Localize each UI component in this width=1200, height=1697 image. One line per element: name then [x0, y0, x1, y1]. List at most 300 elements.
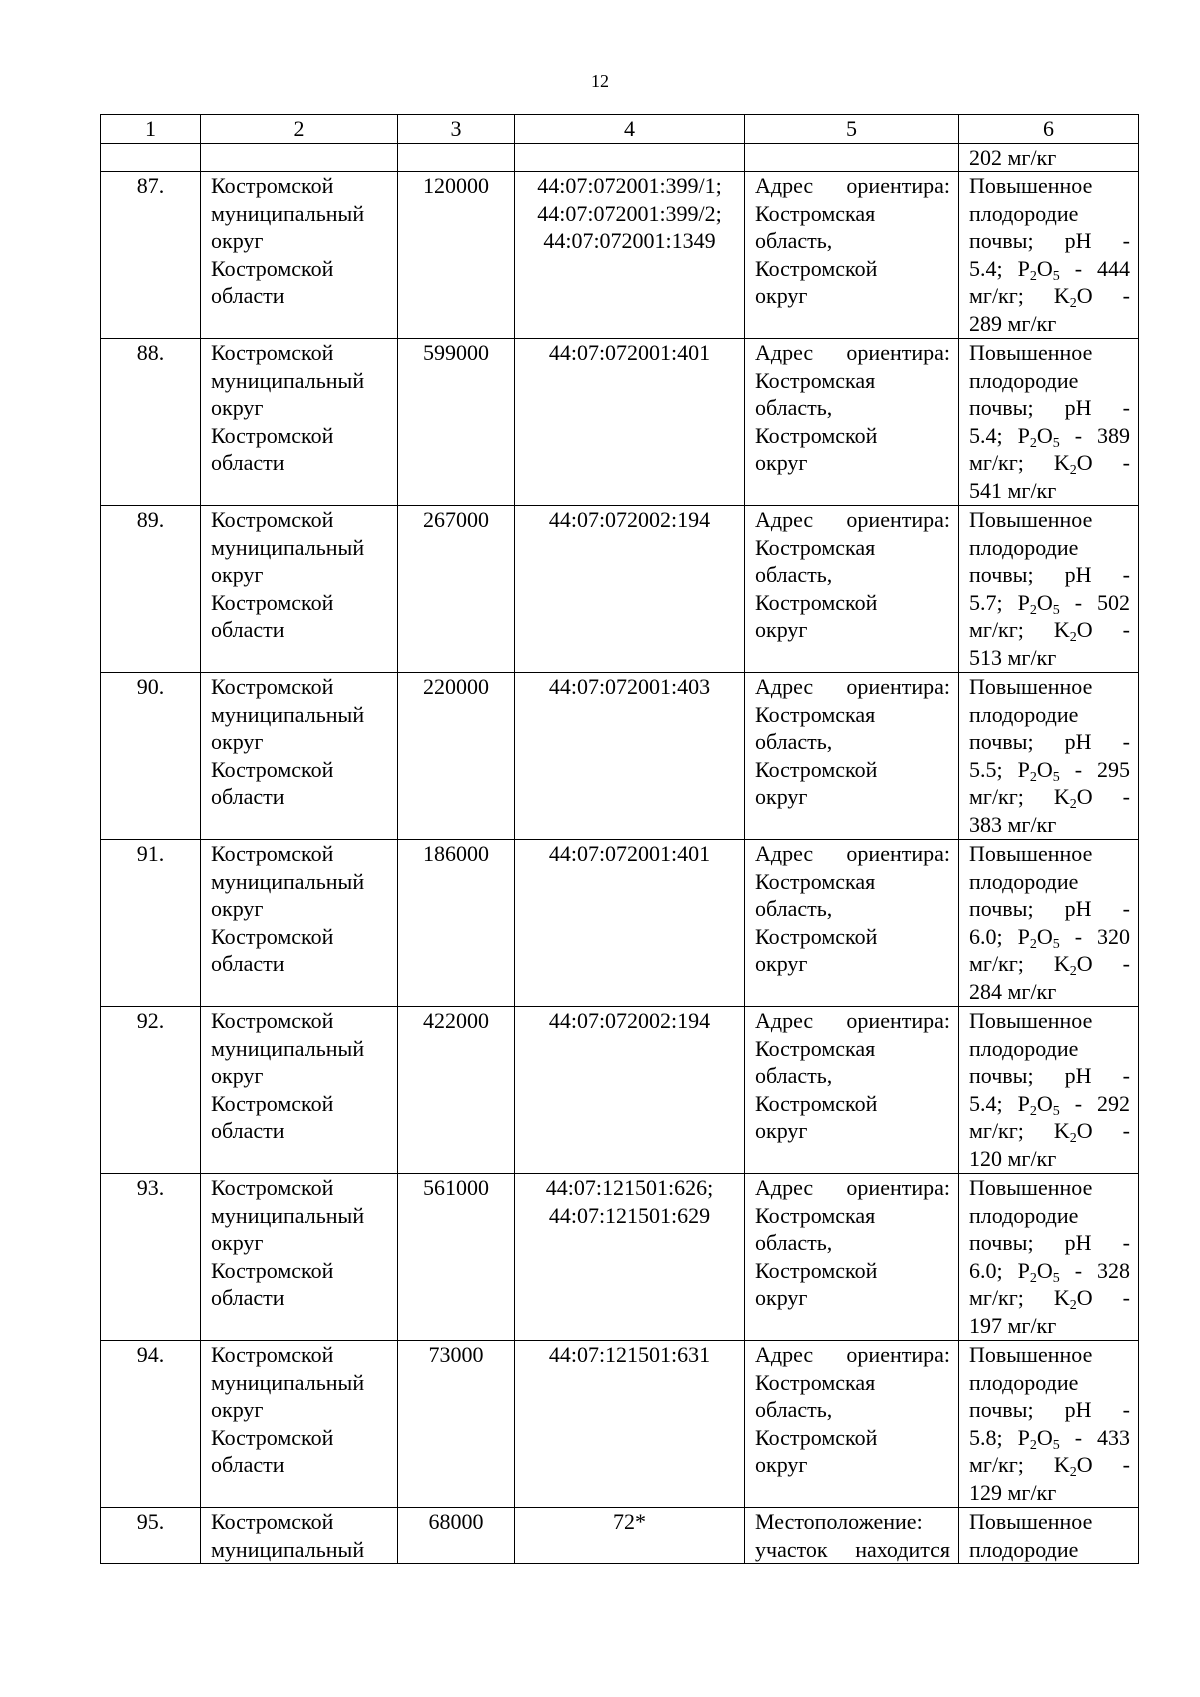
- municipality-cell: [201, 1508, 398, 1564]
- area-cell: [398, 1508, 515, 1564]
- address-line: Костромской: [755, 1424, 878, 1450]
- row-number: 90.: [136, 674, 165, 699]
- k2o-value: 120: [969, 1145, 1002, 1171]
- k2o-line: мг/кг; $K_2O$ -: [969, 1285, 1130, 1313]
- text: мг/кг: [1007, 1145, 1057, 1171]
- cadastral-number: 44:07:072001:401: [548, 340, 711, 365]
- text: 2: [1029, 435, 1037, 451]
- text: K: [1053, 1285, 1070, 1310]
- p2o5-value: 389: [1097, 422, 1130, 448]
- text: 5: [1052, 936, 1060, 952]
- text: -: [1122, 562, 1130, 587]
- k2o-line: мг/кг; $K_2O$ -: [969, 951, 1130, 979]
- ph-value: 5.4: [969, 255, 997, 281]
- cadastral-number: 44:07:072002:194: [548, 507, 711, 532]
- text: K: [1053, 450, 1070, 475]
- area-value: 186000: [423, 841, 489, 866]
- area-cell: [398, 1341, 515, 1508]
- municipality-cell: [201, 506, 398, 673]
- municipality-cell: [201, 1007, 398, 1174]
- text: мг/кг: [1007, 644, 1057, 670]
- text: 2: [1029, 936, 1037, 952]
- municipality-line: округ: [211, 1397, 264, 1422]
- text: 5: [1052, 1103, 1060, 1119]
- municipality-line: округ: [211, 395, 264, 420]
- table-header-row: [101, 115, 1139, 144]
- cadastral-cell: [515, 1341, 745, 1508]
- text: мг/кг;: [969, 784, 1024, 809]
- address-line: область,: [755, 395, 833, 420]
- text: 2: [1069, 1298, 1077, 1313]
- text: 2: [1069, 463, 1077, 478]
- k2o-value-line: [969, 1312, 1130, 1340]
- address-line: Костромская: [755, 367, 876, 393]
- area-value: 120000: [423, 173, 489, 198]
- row-number-cell: [101, 1341, 201, 1508]
- text: P: [1017, 1090, 1030, 1116]
- text: O: [1076, 1452, 1093, 1477]
- address-line: Адрес ориентира:: [755, 1342, 950, 1367]
- p2o5-value: 295: [1097, 756, 1130, 782]
- area-cell: [398, 172, 515, 339]
- fertility-cell: [959, 840, 1139, 1007]
- area-value: 561000: [423, 1175, 489, 1200]
- municipality-line: области: [211, 951, 285, 976]
- text: pH: [1064, 228, 1092, 253]
- ph-line: [969, 1229, 1130, 1257]
- text: P: [1017, 1424, 1030, 1450]
- table-row: [101, 840, 1139, 1007]
- land-plots-table: [100, 114, 1139, 1564]
- column-header: 1: [101, 115, 201, 144]
- address-line: Костромская: [755, 534, 876, 560]
- municipality-cell: [201, 172, 398, 339]
- k2o-value-line: [969, 978, 1130, 1006]
- area-value: 68000: [428, 1509, 484, 1534]
- address-line: округ: [755, 617, 808, 642]
- municipality-line: Костромской: [211, 1509, 334, 1534]
- text: K: [1053, 617, 1070, 642]
- text: O: [1036, 255, 1053, 281]
- address-cell: [745, 1341, 959, 1508]
- municipality-line: муниципальный: [211, 701, 365, 727]
- municipality-line: Костромской: [211, 173, 334, 198]
- ph-value: 6.0: [969, 923, 997, 949]
- cadastral-cell: [515, 1508, 745, 1564]
- row-number-cell: [101, 506, 201, 673]
- fertility-cell: [959, 339, 1139, 506]
- municipality-line: области: [211, 1118, 285, 1143]
- text: O: [1076, 283, 1093, 308]
- fertility-line: плодородие: [969, 200, 1079, 226]
- address-cell: [745, 506, 959, 673]
- ph-line: [969, 394, 1130, 422]
- municipality-line: области: [211, 784, 285, 809]
- row-number: 88.: [136, 340, 165, 365]
- fertility-line: Повышенное: [969, 340, 1093, 365]
- address-cell: [745, 1007, 959, 1174]
- address-line: округ: [755, 1452, 808, 1477]
- text: мг/кг;: [969, 1285, 1024, 1310]
- text: pH: [1064, 395, 1092, 420]
- column-header: 2: [201, 115, 398, 144]
- text: pH: [1064, 1230, 1092, 1255]
- area-cell: [398, 1007, 515, 1174]
- municipality-line: муниципальный: [211, 1369, 365, 1395]
- municipality-cell: [201, 339, 398, 506]
- municipality-line: округ: [211, 1063, 264, 1088]
- address-line: Костромская: [755, 868, 876, 894]
- text: O: [1036, 923, 1053, 949]
- k2o-value: 383: [969, 811, 1002, 837]
- k2o-value: 541: [969, 477, 1002, 503]
- table-row: [101, 506, 1139, 673]
- ph-value: 6.0: [969, 1257, 997, 1283]
- text: O: [1076, 1285, 1093, 1310]
- column-header: 4: [515, 115, 745, 144]
- text: мг/кг;: [969, 1452, 1024, 1477]
- address-line: округ: [755, 784, 808, 809]
- row-number: 92.: [136, 1008, 165, 1033]
- text: P: [1017, 756, 1030, 782]
- text: O: [1036, 1424, 1053, 1450]
- fertility-line: плодородие: [969, 1369, 1079, 1395]
- municipality-line: Костромской: [211, 589, 334, 615]
- address-line: Адрес ориентира:: [755, 173, 950, 198]
- municipality-line: области: [211, 283, 285, 308]
- municipality-line: Костромской: [211, 507, 334, 532]
- table-row: [101, 673, 1139, 840]
- fertility-line: Повышенное: [969, 1175, 1093, 1200]
- fertility-cell: [959, 506, 1139, 673]
- area-cell: [398, 1174, 515, 1341]
- ph-line: [969, 728, 1130, 756]
- municipality-line: Костромской: [211, 923, 334, 949]
- text: почвы;: [969, 896, 1034, 921]
- text: K: [1053, 1452, 1070, 1477]
- municipality-line: области: [211, 1452, 285, 1477]
- text: 5: [1052, 1437, 1060, 1453]
- address-line: округ: [755, 951, 808, 976]
- text: pH: [1064, 1397, 1092, 1422]
- text: K: [1053, 784, 1070, 809]
- text: pH: [1064, 1063, 1092, 1088]
- cadastral-cell: [515, 1174, 745, 1341]
- text: 2: [1069, 964, 1077, 979]
- ph-value: 5.8: [969, 1424, 997, 1450]
- address-line: Адрес ориентира:: [755, 507, 950, 532]
- municipality-line: муниципальный: [211, 1035, 365, 1061]
- area-value: 73000: [428, 1342, 484, 1367]
- column-header: 3: [398, 115, 515, 144]
- cadastral-number: 44:07:072001:403: [548, 674, 711, 699]
- cadastral-cell: [515, 506, 745, 673]
- fertility-line: плодородие: [969, 1536, 1079, 1562]
- row-number-cell: [101, 172, 201, 339]
- municipality-line: муниципальный: [211, 534, 365, 560]
- table-row: [101, 339, 1139, 506]
- p2o5-value: 292: [1097, 1090, 1130, 1116]
- cadastral-cell: [515, 673, 745, 840]
- p2o5-line: 5.4; $P_2O_5 - 444$: [969, 255, 1130, 284]
- municipality-cell: [201, 673, 398, 840]
- address-line: Костромской: [755, 422, 878, 448]
- address-line: область,: [755, 562, 833, 587]
- table-row: [101, 1007, 1139, 1174]
- text: O: [1076, 617, 1093, 642]
- address-line: Костромская: [755, 1202, 876, 1228]
- text: O: [1036, 756, 1053, 782]
- fertility-line: Повышенное: [969, 1342, 1093, 1367]
- p2o5-line: 5.4; $P_2O_5 - 389$: [969, 422, 1130, 451]
- table-row: [101, 1508, 1139, 1564]
- text: 5: [1052, 268, 1060, 284]
- row-number: 93.: [136, 1175, 165, 1200]
- row-number-cell: [101, 1007, 201, 1174]
- text: 2: [1029, 769, 1037, 785]
- p2o5-value: 502: [1097, 589, 1130, 615]
- cadastral-number: 44:07:072001:399/1;: [537, 173, 722, 198]
- text: 2: [1069, 797, 1077, 812]
- fertility-cell: [959, 1341, 1139, 1508]
- area-cell: [398, 673, 515, 840]
- municipality-line: муниципальный: [211, 200, 365, 226]
- text: мг/кг: [1007, 1312, 1057, 1338]
- cadastral-number: 44:07:072001:401: [548, 841, 711, 866]
- k2o-value: 129: [969, 1479, 1002, 1505]
- ph-value: 5.7: [969, 589, 997, 615]
- municipality-line: округ: [211, 896, 264, 921]
- address-line: Костромской: [755, 923, 878, 949]
- text: почвы;: [969, 729, 1034, 754]
- p2o5-line: 5.7; $P_2O_5 - 502$: [969, 589, 1130, 618]
- k2o-line: мг/кг; $K_2O$ -: [969, 784, 1130, 812]
- cadastral-cell: [515, 840, 745, 1007]
- text: почвы;: [969, 228, 1034, 253]
- text: -: [1122, 896, 1130, 921]
- k2o-line: мг/кг; $K_2O$ -: [969, 450, 1130, 478]
- municipality-cell: [201, 1174, 398, 1341]
- text: 2: [1029, 602, 1037, 618]
- continuation-text: 202 мг/кг: [959, 143, 1139, 172]
- table-row: [101, 1341, 1139, 1508]
- row-number: 94.: [136, 1342, 165, 1367]
- address-line: округ: [755, 1118, 808, 1143]
- municipality-line: Костромской: [211, 1008, 334, 1033]
- fertility-line: плодородие: [969, 367, 1079, 393]
- row-number-cell: [101, 339, 201, 506]
- text: почвы;: [969, 1397, 1034, 1422]
- k2o-line: мг/кг; $K_2O$ -: [969, 1118, 1130, 1146]
- address-cell: [745, 673, 959, 840]
- text: K: [1053, 951, 1070, 976]
- address-line: Адрес ориентира:: [755, 1175, 950, 1200]
- table-row: [101, 1174, 1139, 1341]
- k2o-line: мг/кг; $K_2O$ -: [969, 1452, 1130, 1480]
- cadastral-number: 72*: [613, 1509, 646, 1534]
- municipality-line: муниципальный: [211, 1202, 365, 1228]
- k2o-value-line: [969, 1145, 1130, 1173]
- ph-value: 5.4: [969, 1090, 997, 1116]
- municipality-line: Костромской: [211, 674, 334, 699]
- text: -: [1122, 1063, 1130, 1088]
- cadastral-number: 44:07:121501:626;: [545, 1175, 714, 1200]
- k2o-value-line: [969, 1479, 1130, 1507]
- text: 2: [1029, 1437, 1037, 1453]
- text: 2: [1069, 630, 1077, 645]
- municipality-line: округ: [211, 562, 264, 587]
- text: мг/кг: [1007, 978, 1057, 1004]
- p2o5-line: 5.8; $P_2O_5 - 433$: [969, 1424, 1130, 1453]
- text: P: [1017, 422, 1030, 448]
- municipality-cell: [201, 1341, 398, 1508]
- address-line: область,: [755, 1397, 833, 1422]
- address-line: Костромская: [755, 200, 876, 226]
- p2o5-line: 6.0; $P_2O_5 - 320$: [969, 923, 1130, 952]
- address-cell: [745, 840, 959, 1007]
- fertility-line: плодородие: [969, 534, 1079, 560]
- address-cell: [745, 172, 959, 339]
- municipality-line: Костромской: [211, 1090, 334, 1116]
- fertility-line: плодородие: [969, 868, 1079, 894]
- cadastral-cell: [515, 1007, 745, 1174]
- fertility-line: Повышенное: [969, 674, 1093, 699]
- municipality-line: округ: [211, 1230, 264, 1255]
- text: -: [1122, 729, 1130, 754]
- location-cell: [745, 1508, 959, 1564]
- text: мг/кг: [1007, 477, 1057, 503]
- k2o-line: мг/кг; $K_2O$ -: [969, 617, 1130, 645]
- row-number: 87.: [136, 173, 165, 198]
- text: O: [1036, 589, 1053, 615]
- municipality-line: Костромской: [211, 1424, 334, 1450]
- text: pH: [1064, 562, 1092, 587]
- k2o-value: 289: [969, 310, 1002, 336]
- p2o5-line: 5.4; $P_2O_5 - 292$: [969, 1090, 1130, 1119]
- cadastral-number: 44:07:072001:399/2;: [537, 200, 722, 226]
- column-header: 5: [745, 115, 959, 144]
- fertility-line: Повышенное: [969, 507, 1093, 532]
- text: 2: [1029, 1270, 1037, 1286]
- address-line: область,: [755, 228, 833, 253]
- text: -: [1122, 228, 1130, 253]
- fertility-line: плодородие: [969, 701, 1079, 727]
- area-value: 422000: [423, 1008, 489, 1033]
- row-number-cell: [101, 1508, 201, 1564]
- text: почвы;: [969, 395, 1034, 420]
- cadastral-number: 44:07:072001:1349: [543, 228, 716, 253]
- address-line: Костромской: [755, 756, 878, 782]
- address-cell: [745, 339, 959, 506]
- text: 2: [1029, 1103, 1037, 1119]
- municipality-line: области: [211, 617, 285, 642]
- address-line: Адрес ориентира:: [755, 674, 950, 699]
- municipality-line: Костромской: [211, 340, 334, 365]
- fertility-line: Повышенное: [969, 1008, 1093, 1033]
- k2o-line: мг/кг; $K_2O$ -: [969, 283, 1130, 311]
- address-line: область,: [755, 729, 833, 754]
- area-cell: [398, 339, 515, 506]
- address-line: Костромская: [755, 1369, 876, 1395]
- text: 2: [1069, 1131, 1077, 1146]
- text: O: [1076, 1118, 1093, 1143]
- ph-line: [969, 895, 1130, 923]
- ph-line: [969, 561, 1130, 589]
- fertility-cell: [959, 172, 1139, 339]
- text: мг/кг;: [969, 283, 1024, 308]
- address-line: Костромской: [755, 1090, 878, 1116]
- p2o5-value: 433: [1097, 1424, 1130, 1450]
- municipality-line: Костромской: [211, 1342, 334, 1367]
- address-line: Костромской: [755, 255, 878, 281]
- text: 2: [1069, 1465, 1077, 1480]
- municipality-line: Костромской: [211, 422, 334, 448]
- text: O: [1036, 422, 1053, 448]
- text: мг/кг: [1007, 811, 1057, 837]
- municipality-line: округ: [211, 228, 264, 253]
- continuation-row: [101, 143, 1139, 172]
- row-number-cell: [101, 840, 201, 1007]
- ph-line: [969, 227, 1130, 255]
- row-number: 91.: [136, 841, 165, 866]
- address-line: Костромской: [755, 1257, 878, 1283]
- cadastral-number: 44:07:121501:629: [548, 1202, 711, 1228]
- text: P: [1017, 923, 1030, 949]
- location-line: участок находится: [755, 1536, 950, 1562]
- text: мг/кг;: [969, 951, 1024, 976]
- text: -: [1122, 395, 1130, 420]
- text: мг/кг;: [969, 450, 1024, 475]
- address-line: Адрес ориентира:: [755, 1008, 950, 1033]
- municipality-line: Костромской: [211, 756, 334, 782]
- fertility-line: плодородие: [969, 1035, 1079, 1061]
- p2o5-line: 5.5; $P_2O_5 - 295$: [969, 756, 1130, 785]
- ph-value: 5.5: [969, 756, 997, 782]
- fertility-line: плодородие: [969, 1202, 1079, 1228]
- text: почвы;: [969, 562, 1034, 587]
- fertility-line: Повышенное: [969, 173, 1093, 198]
- area-cell: [398, 840, 515, 1007]
- text: K: [1053, 1118, 1070, 1143]
- municipality-line: муниципальный: [211, 1536, 365, 1562]
- text: 2: [1069, 296, 1077, 311]
- text: мг/кг: [1007, 1479, 1057, 1505]
- k2o-value: 513: [969, 644, 1002, 670]
- fertility-line: Повышенное: [969, 841, 1093, 866]
- fertility-cell: [959, 1508, 1139, 1564]
- text: мг/кг;: [969, 617, 1024, 642]
- text: pH: [1064, 729, 1092, 754]
- row-number: 95.: [136, 1509, 165, 1534]
- text: почвы;: [969, 1063, 1034, 1088]
- row-number: 89.: [136, 507, 165, 532]
- municipality-line: области: [211, 1285, 285, 1310]
- ph-line: [969, 1396, 1130, 1424]
- k2o-value-line: [969, 310, 1130, 338]
- address-line: область,: [755, 1230, 833, 1255]
- k2o-value: 197: [969, 1312, 1002, 1338]
- text: 2: [1029, 268, 1037, 284]
- text: 5: [1052, 769, 1060, 785]
- text: 5: [1052, 1270, 1060, 1286]
- address-line: Костромская: [755, 1035, 876, 1061]
- address-line: округ: [755, 1285, 808, 1310]
- municipality-line: муниципальный: [211, 367, 365, 393]
- address-line: Адрес ориентира:: [755, 841, 950, 866]
- location-line: Местоположение:: [755, 1509, 923, 1534]
- cadastral-number: 44:07:121501:631: [548, 1342, 711, 1367]
- text: -: [1122, 1397, 1130, 1422]
